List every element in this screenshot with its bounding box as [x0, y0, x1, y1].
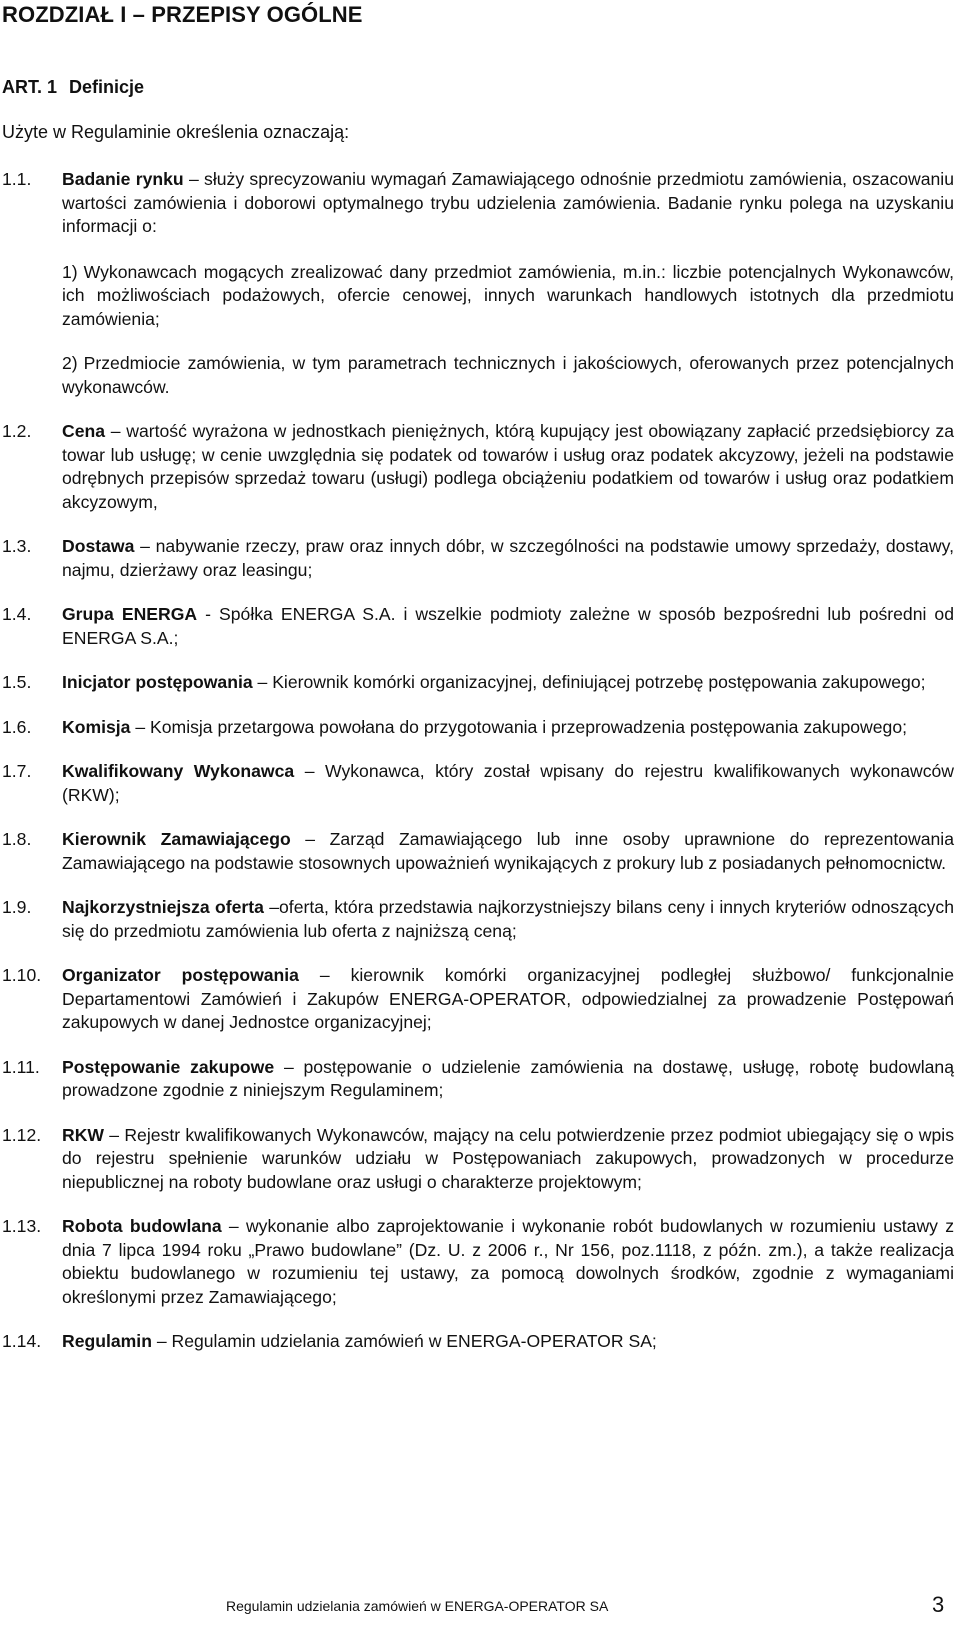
- definition-item: [2, 168, 954, 239]
- definition-text: – służy sprecyzowaniu wymagań Zamawiającego odnośnie przedmiotu zamówienia, oszacowaniu wartości zamówienia i doborowi optymalnego trybu udzielenia zamówienia. Badanie rynku polega na uzyskaniu informacji o:: [62, 169, 954, 236]
- definition-term: Cena: [62, 421, 106, 441]
- definition-term: Kierownik Zamawiającego: [62, 829, 291, 849]
- sublist-text: Przedmiocie zamówienia, w tym parametrach technicznych i jakościowych, oferowanych przez potencjalnych wykonawców.: [62, 353, 954, 397]
- definition-term: Robota budowlana: [62, 1216, 222, 1236]
- definition-number: 1.10.: [2, 965, 42, 985]
- definition-text: – postępowanie o udzielenie zamówienia na dostawę, usługę, robotę budowlaną prowadzone zgodnie z niniejszym Regulaminem;: [62, 1056, 954, 1100]
- definition-text: –oferta, która przedstawia najkorzystniejszy bilans ceny i innych kryteriów odnoszących się do przedmiotu zamówienia lub oferta z najniższą ceną;: [62, 897, 954, 941]
- definition-term: Inicjator postępowania: [62, 672, 253, 692]
- definition-number: 1.9.: [2, 897, 32, 917]
- definition-number: 1.12.: [2, 1124, 42, 1145]
- definition-number: 1.8.: [2, 829, 32, 849]
- definition-term: Badanie rynku: [62, 169, 184, 189]
- definition-text: – kierownik komórki organizacyjnej podległej służbowo/ funkcjonalnie Departamentowi Zamówień i Zakupów ENERGA-OPERATOR, odpowiedzialnej za prowadzenie Postępowań zakupowych w danej Jednostce organizacyjnej;: [62, 965, 954, 1032]
- definition-term: Kwalifikowany Wykonawca: [62, 761, 295, 781]
- article-title: Definicje: [69, 77, 145, 97]
- definition-term: Grupa ENERGA: [62, 604, 198, 624]
- definition-item: [2, 964, 954, 1035]
- definition-number: 1.5.: [2, 672, 32, 692]
- definition-item: [2, 1124, 954, 1195]
- definitions-list: [2, 168, 954, 1375]
- sublist-item: [62, 352, 954, 399]
- definition-item: [2, 828, 954, 875]
- definition-item: [2, 535, 954, 582]
- sublist-number: 2): [62, 353, 78, 373]
- intro-text: Użyte w Regulaminie określenia oznaczają:: [2, 122, 350, 142]
- definition-item: [2, 896, 954, 943]
- sublist-item: [62, 261, 954, 332]
- article-number: ART. 1: [2, 77, 58, 97]
- definition-number: 1.2.: [2, 421, 32, 441]
- definition-term: RKW: [62, 1124, 105, 1145]
- definition-number: 1.1.: [2, 169, 32, 189]
- definition-text: – Komisja przetargowa powołana do przygotowania i przeprowadzenia postępowania zakupowego;: [130, 716, 908, 737]
- definition-sublist: [2, 261, 954, 400]
- definition-text: – Rejestr kwalifikowanych Wykonawców, mający na celu potwierdzenie przez podmiot ubiegający się o wpis do rejestru spełnienie warunków udziału w Postępowaniach zakupowych, prowadzonych w procedurze niepublicznej na roboty budowlane oraz usługi o charakterze projektowym;: [62, 1124, 954, 1192]
- definition-item: [2, 1215, 954, 1309]
- chapter-title: ROZDZIAŁ I – PRZEPISY OGÓLNE: [2, 2, 363, 27]
- definition-term: Dostawa: [62, 536, 135, 556]
- definition-number: 1.3.: [2, 536, 32, 556]
- definition-term: Najkorzystniejsza oferta: [62, 897, 264, 917]
- definition-number: 1.11.: [2, 1056, 40, 1077]
- sublist-text: Wykonawcach mogących zrealizować dany przedmiot zamówienia, m.in.: liczbie potencjalnych Wykonawców, ich możliwościach podażowych, ofercie cenowej, innych warunkach handlowych istotnych dla przedmiotu zamówienia;: [62, 261, 954, 329]
- definition-term: Postępowanie zakupowe: [62, 1056, 275, 1077]
- article-heading: [2, 77, 144, 98]
- definition-text: – wykonanie albo zaprojektowanie i wykonanie robót budowlanych w rozumieniu ustawy z dnia 7 lipca 1994 roku „Prawo budowlane” (Dz. U. z 2006 r., Nr 156, poz.1118, z późn. zm.), a także realizacja obiektu budowlanego w rozumieniu tej ustawy, za pomocą dowolnych środków, zgodnie z wymaganiami określonymi przez Zamawiającego;: [62, 1216, 954, 1307]
- sublist-number: 1): [62, 261, 78, 282]
- definition-text: – nabywanie rzeczy, praw oraz innych dóbr, w szczególności na podstawie umowy sprzedaży, dostawy, najmu, dzierżawy oraz leasingu;: [62, 536, 954, 580]
- definition-item: [2, 1056, 954, 1103]
- definition-item: [2, 1330, 954, 1354]
- definition-number: 1.4.: [2, 604, 32, 624]
- footer-text: Regulamin udzielania zamówień w ENERGA-OPERATOR SA: [226, 1598, 609, 1614]
- definition-number: 1.13.: [2, 1216, 42, 1236]
- definition-item: [2, 603, 954, 650]
- definition-text: – wartość wyrażona w jednostkach pieniężnych, którą kupujący jest obowiązany zapłacić przedsiębiorcy za towar lub usługę; w cenie uwzględnia się podatek od towarów i usług oraz podatek akcyzowy, jeżeli na podstawie odrębnych przepisów sprzedaż towaru (usługi) podlega obciążeniu podatkiem od towarów i usług oraz podatkiem akcyzowym,: [62, 421, 954, 512]
- definition-text: – Wykonawca, który został wpisany do rejestru kwalifikowanych wykonawców (RKW);: [62, 761, 954, 805]
- definition-number: 1.7.: [2, 761, 32, 781]
- definition-item: [2, 671, 954, 695]
- definition-text: – Zarząd Zamawiającego lub inne osoby uprawnione do reprezentowania Zamawiającego na podstawie stosownych upoważnień wynikających z prokury lub z posiadanych pełnomocnictw.: [62, 829, 954, 873]
- definition-term: Organizator postępowania: [62, 965, 299, 985]
- definition-term: Komisja: [62, 716, 131, 737]
- definition-term: Regulamin: [62, 1331, 152, 1351]
- definition-item: [2, 420, 954, 514]
- definition-text: - Spółka ENERGA S.A. i wszelkie podmioty zależne w sposób bezpośredni lub pośredni od ENERGA S.A.;: [62, 604, 954, 648]
- page-number: 3: [932, 1592, 945, 1617]
- definition-text: – Kierownik komórki organizacyjnej, definiującej potrzebę postępowania zakupowego;: [252, 672, 926, 692]
- definition-item: [2, 760, 954, 807]
- definition-number: 1.14.: [2, 1331, 42, 1351]
- definition-text: – Regulamin udzielania zamówień w ENERGA-OPERATOR SA;: [151, 1331, 657, 1351]
- definition-item: [2, 716, 954, 740]
- definition-number: 1.6.: [2, 716, 32, 737]
